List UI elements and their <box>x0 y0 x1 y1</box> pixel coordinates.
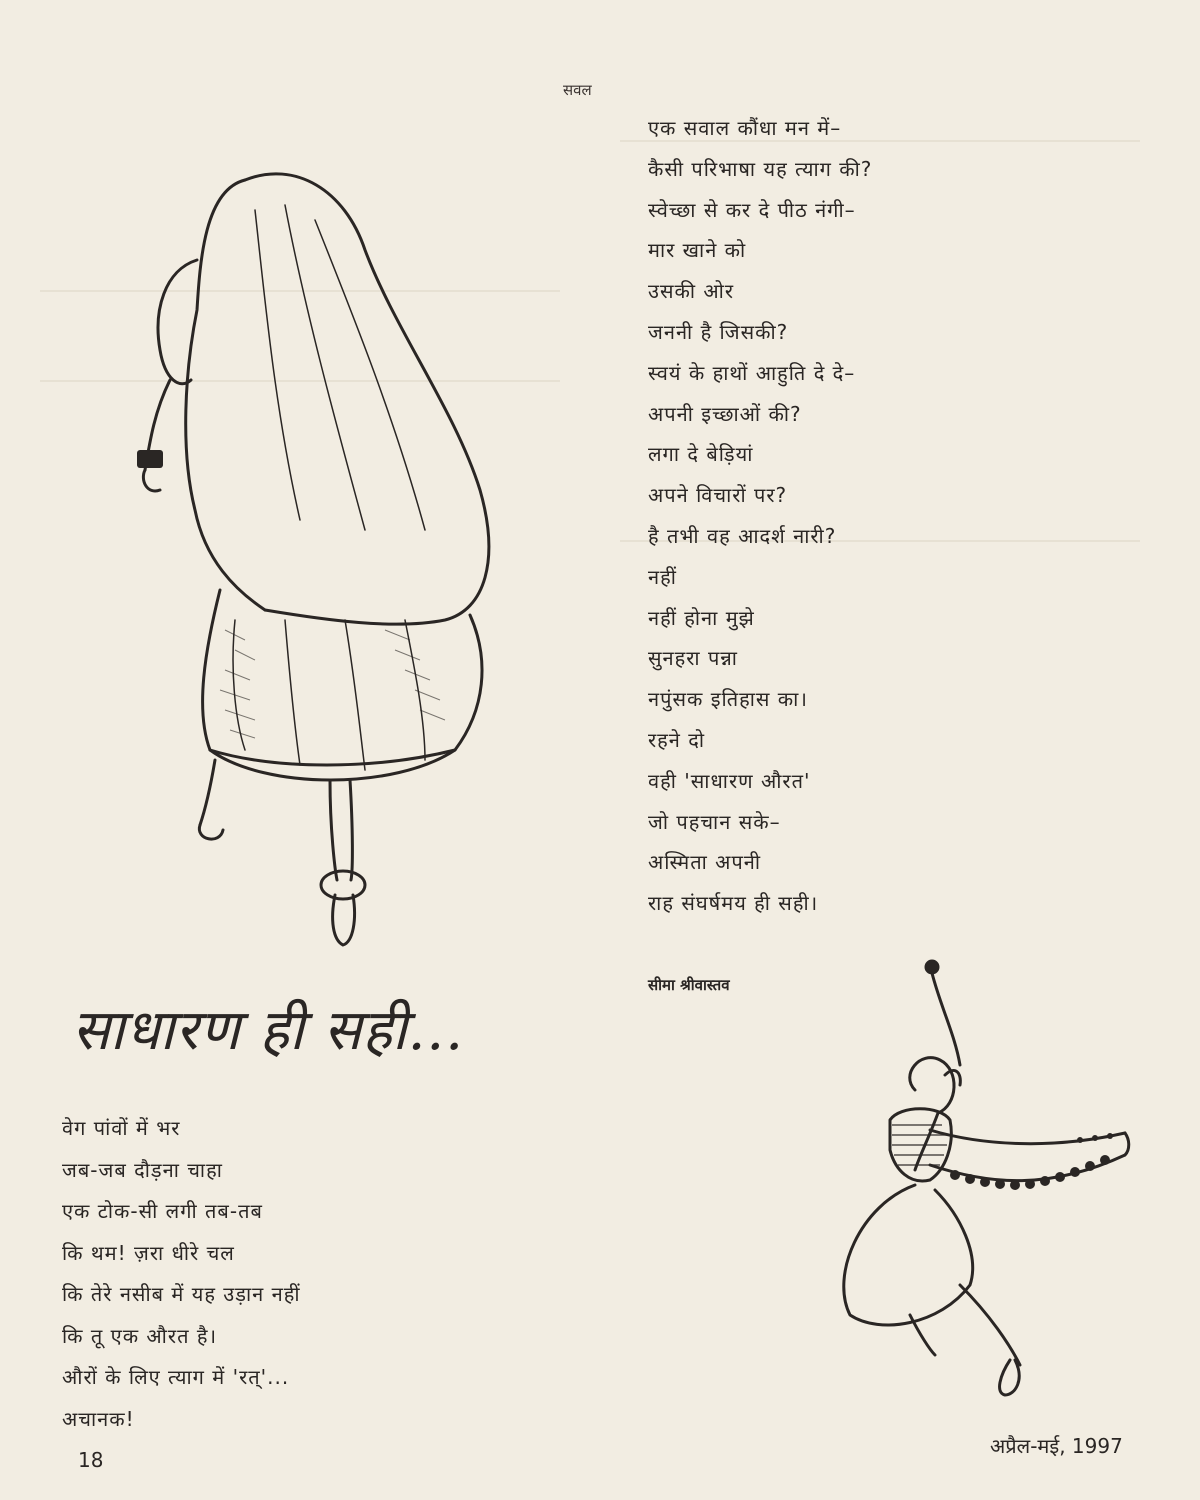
poem-line: कैसी परिभाषा यह त्याग की? <box>648 156 873 181</box>
poem-line: स्वयं के हाथों आहुति दे दे– <box>648 360 856 385</box>
poem-line: स्वेच्छा से कर दे पीठ नंगी– <box>648 197 856 222</box>
poem-line: औरों के लिए त्याग में 'रत्'... <box>62 1365 290 1389</box>
poem-line: सुनहरा पन्ना <box>648 646 738 671</box>
issue-date: अप्रैल-मई, 1997 <box>990 1434 1123 1458</box>
poem-line: जो पहचान सके– <box>648 809 781 834</box>
poem-line: जननी है जिसकी? <box>648 319 789 344</box>
poem-left-column <box>62 1108 502 1440</box>
section-tag: सवल <box>563 81 592 99</box>
dancing-woman-illustration <box>820 955 1150 1405</box>
poem-line: उसकी ओर <box>648 279 735 304</box>
poem-line: नपुंसक इतिहास का। <box>648 687 808 712</box>
poem-line: जब-जब दौड़ना चाहा <box>62 1157 223 1182</box>
poem-line: अस्मिता अपनी <box>648 850 762 875</box>
poem-right-column <box>648 108 1008 924</box>
poem-line: कि थम! ज़रा धीरे चल <box>62 1240 235 1265</box>
veiled-woman-illustration <box>125 150 525 950</box>
poem-line: राह संघर्षमय ही सही। <box>648 891 819 916</box>
poem-line: वही 'साधारण औरत' <box>648 768 811 793</box>
poem-line: रहने दो <box>648 727 706 752</box>
poem-line: लगा दे बेड़ियां <box>648 442 754 467</box>
page-number: 18 <box>78 1448 104 1472</box>
poem-line: एक टोक-सी लगी तब-तब <box>62 1199 263 1223</box>
poem-line: अपने विचारों पर? <box>648 483 788 508</box>
poem-line: एक सवाल कौंधा मन में– <box>648 116 842 140</box>
poem-line: वेग पांवों में भर <box>62 1116 181 1140</box>
author-name: सीमा श्रीवास्तव <box>648 976 730 994</box>
poem-line: नहीं <box>648 564 677 589</box>
poem-line: अपनी इच्छाओं की? <box>648 401 802 426</box>
poem-line: नहीं होना मुझे <box>648 605 755 630</box>
poem-line: अचानक! <box>62 1406 135 1431</box>
poem-line: कि तू एक औरत है। <box>62 1323 218 1348</box>
poem-line: कि तेरे नसीब में यह उड़ान नहीं <box>62 1282 301 1306</box>
poem-line: मार खाने को <box>648 238 747 263</box>
poem-title: साधारण ही सही... <box>72 998 465 1063</box>
poem-line: है तभी वह आदर्श नारी? <box>648 523 837 548</box>
